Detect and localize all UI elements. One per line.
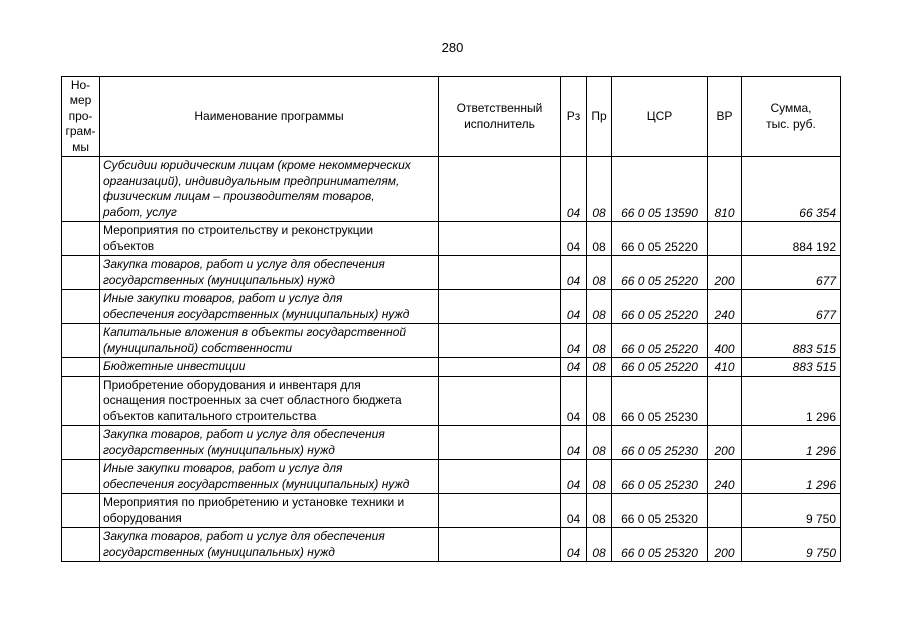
cell-program-number bbox=[62, 426, 100, 460]
table-row bbox=[62, 358, 841, 377]
table-row bbox=[62, 426, 841, 460]
cell-program-name: Закупка товаров, работ и услуг для обеспечения государственных (муниципальных) нужд bbox=[100, 528, 439, 562]
cell-executor bbox=[439, 426, 561, 460]
cell-csr: 66 0 05 25220 bbox=[612, 256, 708, 290]
table-row bbox=[62, 528, 841, 562]
cell-sum: 1 296 bbox=[742, 460, 841, 494]
cell-csr: 66 0 05 25220 bbox=[612, 324, 708, 358]
header-csr: ЦСР bbox=[612, 77, 708, 157]
cell-program-name: Мероприятия по строительству и реконструкции объектов bbox=[100, 222, 439, 256]
cell-vr: 200 bbox=[708, 256, 742, 290]
cell-sum: 9 750 bbox=[742, 528, 841, 562]
cell-vr: 200 bbox=[708, 426, 742, 460]
cell-pr: 08 bbox=[587, 358, 612, 377]
cell-pr: 08 bbox=[587, 426, 612, 460]
cell-sum: 883 515 bbox=[742, 358, 841, 377]
cell-rz: 04 bbox=[561, 460, 587, 494]
cell-executor bbox=[439, 290, 561, 324]
cell-program-name: Капитальные вложения в объекты государственной (муниципальной) собственности bbox=[100, 324, 439, 358]
cell-sum: 1 296 bbox=[742, 426, 841, 460]
cell-program-name: Бюджетные инвестиции bbox=[100, 358, 439, 377]
cell-vr: 240 bbox=[708, 290, 742, 324]
cell-executor bbox=[439, 324, 561, 358]
cell-program-number bbox=[62, 494, 100, 528]
header-row bbox=[62, 77, 841, 157]
cell-pr: 08 bbox=[587, 494, 612, 528]
cell-sum: 66 354 bbox=[742, 157, 841, 222]
cell-pr: 08 bbox=[587, 222, 612, 256]
cell-program-number bbox=[62, 528, 100, 562]
cell-vr: 410 bbox=[708, 358, 742, 377]
cell-sum: 884 192 bbox=[742, 222, 841, 256]
cell-program-number bbox=[62, 157, 100, 222]
table-row bbox=[62, 222, 841, 256]
cell-vr: 200 bbox=[708, 528, 742, 562]
header-executor: Ответственный исполнитель bbox=[439, 77, 561, 157]
cell-executor bbox=[439, 528, 561, 562]
table-row bbox=[62, 494, 841, 528]
cell-program-number bbox=[62, 460, 100, 494]
cell-sum: 9 750 bbox=[742, 494, 841, 528]
cell-pr: 08 bbox=[587, 460, 612, 494]
header-vr: ВР bbox=[708, 77, 742, 157]
cell-csr: 66 0 05 25230 bbox=[612, 376, 708, 426]
cell-rz: 04 bbox=[561, 256, 587, 290]
page-number: 280 bbox=[441, 40, 464, 55]
cell-pr: 08 bbox=[587, 157, 612, 222]
header-program-number: Но- мер про- грам- мы bbox=[62, 77, 100, 157]
header-sum: Сумма, тыс. руб. bbox=[742, 77, 841, 157]
cell-rz: 04 bbox=[561, 426, 587, 460]
table-row bbox=[62, 460, 841, 494]
cell-vr bbox=[708, 376, 742, 426]
cell-csr: 66 0 05 25320 bbox=[612, 494, 708, 528]
cell-program-number bbox=[62, 222, 100, 256]
cell-program-name: Иные закупки товаров, работ и услуг для обеспечения государственных (муниципальных) нужд bbox=[100, 290, 439, 324]
cell-pr: 08 bbox=[587, 290, 612, 324]
table-row bbox=[62, 376, 841, 426]
cell-sum: 1 296 bbox=[742, 376, 841, 426]
cell-sum: 677 bbox=[742, 290, 841, 324]
cell-executor bbox=[439, 494, 561, 528]
cell-rz: 04 bbox=[561, 290, 587, 324]
cell-executor bbox=[439, 222, 561, 256]
header-program-name: Наименование программы bbox=[100, 77, 439, 157]
cell-program-name: Закупка товаров, работ и услуг для обеспечения государственных (муниципальных) нужд bbox=[100, 256, 439, 290]
cell-rz: 04 bbox=[561, 157, 587, 222]
cell-rz: 04 bbox=[561, 222, 587, 256]
cell-program-number bbox=[62, 324, 100, 358]
cell-program-number bbox=[62, 376, 100, 426]
header-pr: Пр bbox=[587, 77, 612, 157]
cell-executor bbox=[439, 460, 561, 494]
cell-csr: 66 0 05 25220 bbox=[612, 222, 708, 256]
cell-program-number bbox=[62, 358, 100, 377]
cell-csr: 66 0 05 25230 bbox=[612, 426, 708, 460]
cell-sum: 677 bbox=[742, 256, 841, 290]
cell-vr: 240 bbox=[708, 460, 742, 494]
cell-rz: 04 bbox=[561, 376, 587, 426]
cell-rz: 04 bbox=[561, 494, 587, 528]
table-row bbox=[62, 256, 841, 290]
cell-program-name: Иные закупки товаров, работ и услуг для обеспечения государственных (муниципальных) нужд bbox=[100, 460, 439, 494]
cell-executor bbox=[439, 376, 561, 426]
table-row bbox=[62, 324, 841, 358]
cell-pr: 08 bbox=[587, 528, 612, 562]
budget-table bbox=[61, 76, 841, 562]
header-rz: Рз bbox=[561, 77, 587, 157]
cell-csr: 66 0 05 25220 bbox=[612, 358, 708, 377]
cell-pr: 08 bbox=[587, 256, 612, 290]
cell-pr: 08 bbox=[587, 324, 612, 358]
cell-rz: 04 bbox=[561, 528, 587, 562]
cell-csr: 66 0 05 25320 bbox=[612, 528, 708, 562]
cell-program-number bbox=[62, 256, 100, 290]
table-row bbox=[62, 290, 841, 324]
cell-csr: 66 0 05 13590 bbox=[612, 157, 708, 222]
cell-rz: 04 bbox=[561, 324, 587, 358]
table-row bbox=[62, 157, 841, 222]
cell-vr: 810 bbox=[708, 157, 742, 222]
cell-vr bbox=[708, 494, 742, 528]
cell-executor bbox=[439, 358, 561, 377]
cell-program-name: Закупка товаров, работ и услуг для обеспечения государственных (муниципальных) нужд bbox=[100, 426, 439, 460]
cell-program-name: Субсидии юридическим лицам (кроме некоммерческих организаций), индивидуальным предпринимателям, физическим лицам – производителям товаров, работ, услуг bbox=[100, 157, 439, 222]
cell-program-name: Мероприятия по приобретению и установке техники и оборудования bbox=[100, 494, 439, 528]
cell-pr: 08 bbox=[587, 376, 612, 426]
cell-executor bbox=[439, 157, 561, 222]
cell-csr: 66 0 05 25220 bbox=[612, 290, 708, 324]
cell-vr: 400 bbox=[708, 324, 742, 358]
cell-vr bbox=[708, 222, 742, 256]
cell-program-number bbox=[62, 290, 100, 324]
cell-csr: 66 0 05 25230 bbox=[612, 460, 708, 494]
cell-program-name: Приобретение оборудования и инвентаря для оснащения построенных за счет областного бюджета объектов капитального строительства bbox=[100, 376, 439, 426]
cell-rz: 04 bbox=[561, 358, 587, 377]
cell-sum: 883 515 bbox=[742, 324, 841, 358]
cell-executor bbox=[439, 256, 561, 290]
